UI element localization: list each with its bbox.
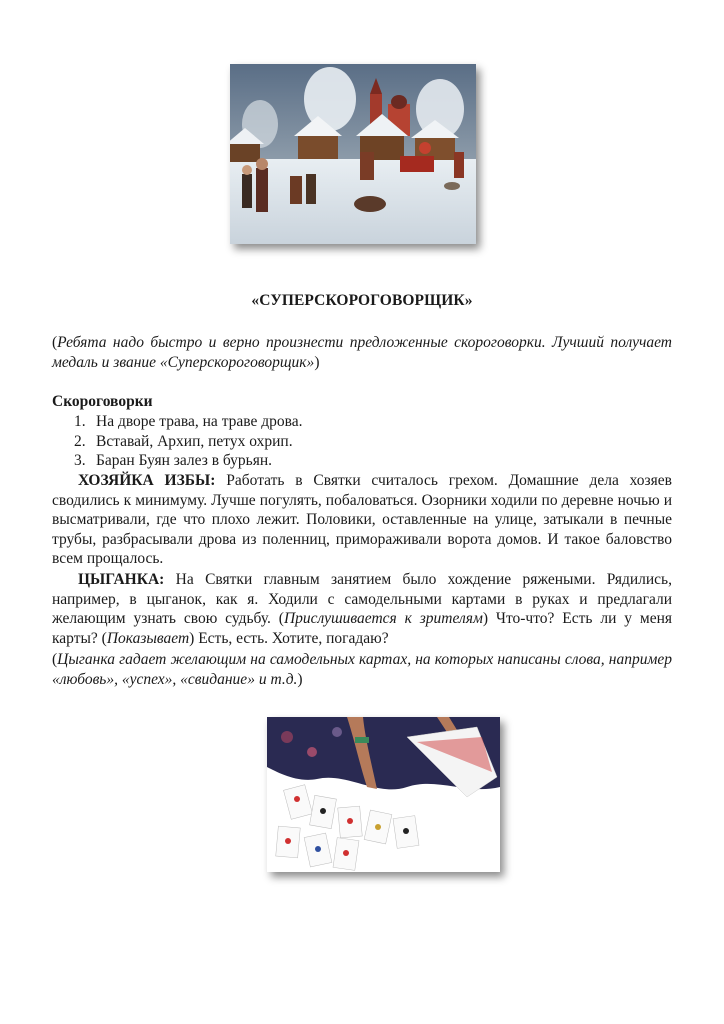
gypsy-note-open-paren: ( [52,651,58,668]
list-item-number: 2. [74,432,86,450]
winter-village-image [230,64,476,244]
winter-village-illustration [230,64,476,244]
hostess-paragraph [52,471,672,569]
fortune-cards-illustration [267,717,500,872]
list-item-number: 1. [74,413,86,430]
hostess-label: ХОЗЯЙКА ИЗБЫ: [78,472,216,489]
gypsy-note-text: Цыганка гадает желающим на самодельных картах, на которых написаны слова, например «любовь», «успех», «свидание» и т.д. [52,651,672,688]
tongue-twisters-heading: Скороговорки [52,393,153,410]
list-item [52,451,672,471]
list-item-number: 3. [74,452,86,469]
page-title: «СУПЕРСКОРОГОВОРЩИК» [251,292,473,309]
tongue-twisters-list [52,412,672,471]
gypsy-text-3: ) Есть, есть. Хотите, погадаю? [189,629,389,647]
gypsy-note-close-paren: ) [297,670,303,688]
intro-open-paren: ( [52,334,58,351]
list-item [52,412,672,432]
gypsy-text-1: На Святки главным занятием было хождение ряжеными. Рядились, например, в цыганок, как я. Ходили с самодельными картами в руках и предлагали желающим узнать свою судьбу. ( [52,571,672,627]
gypsy-note-paragraph [52,650,672,689]
gypsy-paragraph [52,570,672,648]
list-item-text: Баран Буян залез в бурьян. [96,452,273,469]
hostess-text: Работать в Святки считалось грехом. Домашние дела хозяев сводились к минимуму. Лучше погулять, побаловаться. Озорники ходили по деревне ночью и высматривали, где что плохо лежит. Половики, оставленные на улице, затыкали в печные трубы, разбрасывали дрова из поленниц, примораживали ворота домов. И такое баловство всем прощалось. [52,472,673,567]
list-item [52,432,672,452]
intro-paragraph [52,333,672,372]
list-item-text: На дворе трава, на траве дрова. [96,413,303,430]
gypsy-label: ЦЫГАНКА: [78,571,165,588]
list-item-text: Вставай, Архип, петух охрип. [96,432,293,450]
gypsy-text-2: ) Что-что? Есть ли у меня карты? ( [52,610,673,647]
gypsy-stage-direction-1: Прислушивается к зрителям [283,610,483,627]
intro-text: Ребята надо быстро и верно произнести предложенные скороговорки. Лучший получает медаль и звание «Суперскороговорщик» [52,334,672,371]
intro-close-paren: ) [314,353,320,371]
fortune-cards-image [267,717,500,872]
gypsy-stage-direction-2: Показывает [106,629,190,647]
